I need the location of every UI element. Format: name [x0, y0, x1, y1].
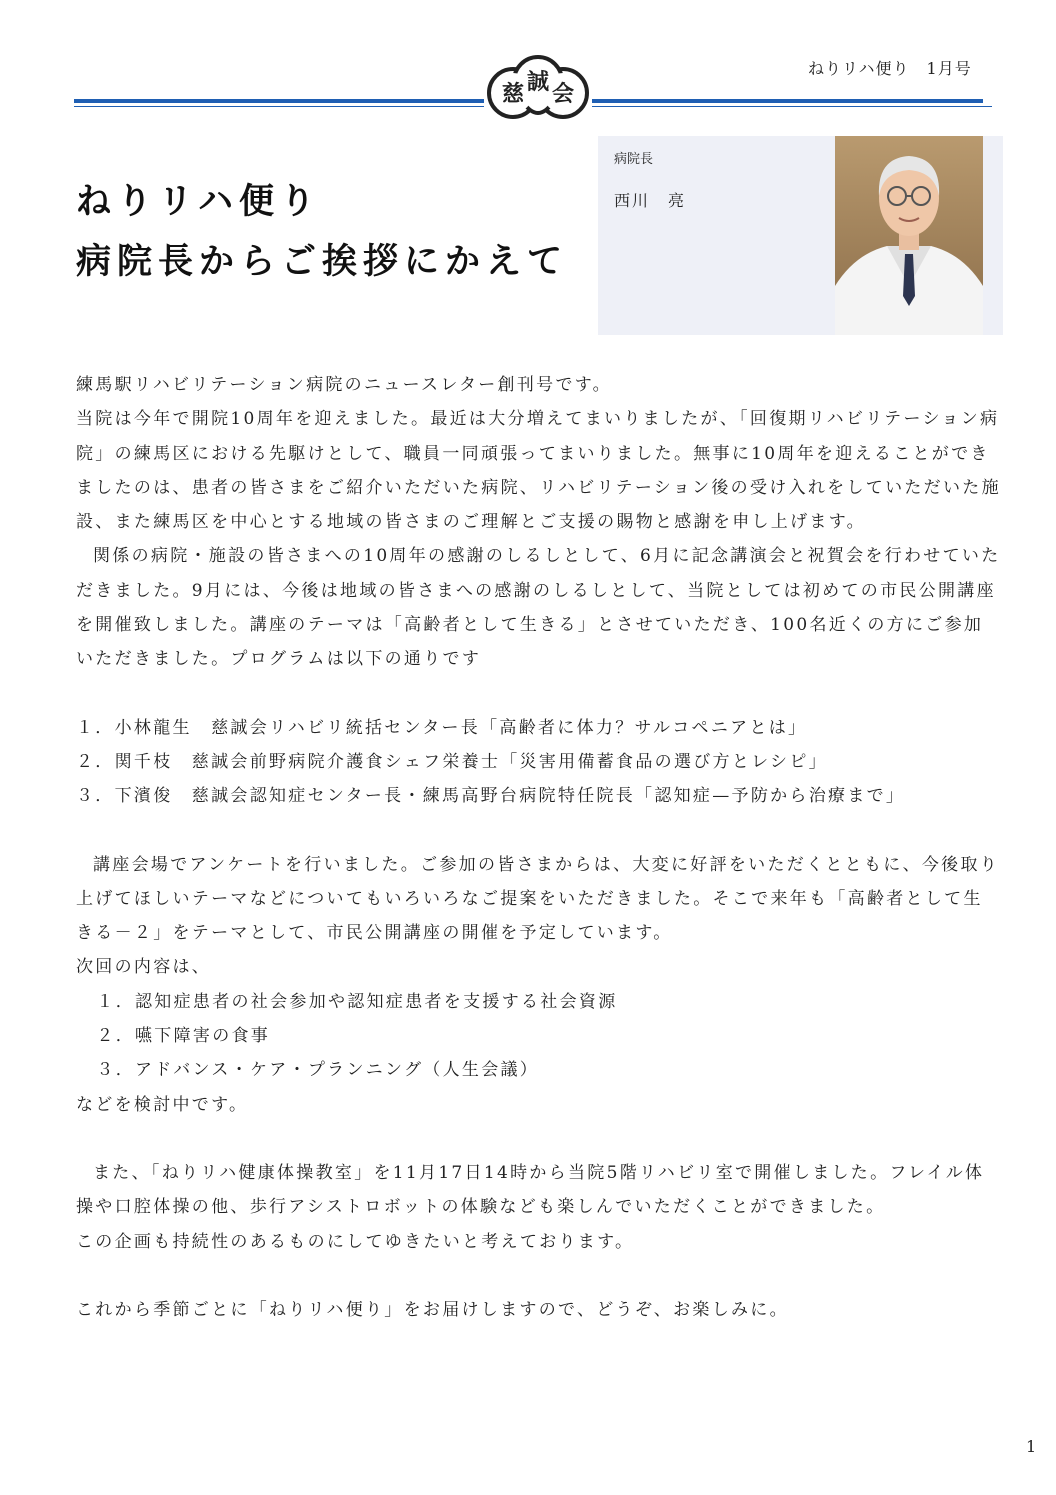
paragraph-continuity: この企画も持続性のあるものにしてゆきたいと考えております。: [76, 1231, 635, 1252]
next-item: ３．アドバンス・ケア・プランニング（人生会議）: [96, 1060, 540, 1081]
svg-text:慈: 慈: [501, 81, 525, 107]
page-number: 1: [1026, 1437, 1037, 1456]
header-thin-rule-right: [592, 106, 992, 107]
paragraph-lecture: 関係の病院・施設の皆さまへの10周年の感謝のしるしとして、6月に記念講演会と祝賀会を行わせていただきました。9月には、今後は地域の皆さまへの感謝のしるしとして、当院としては初めての市民公開講座を開催致しました。講座のテーマは「高齢者として生きる」とさせていただき、100名近くの方にご参加いただきました。プログラムは以下の通りです: [76, 546, 1001, 670]
director-name: 西川 亮: [614, 191, 687, 210]
director-photo: [835, 136, 983, 335]
header-rule-right: [592, 99, 983, 103]
next-item: ２．嚥下障害の食事: [96, 1026, 271, 1047]
next-intro: 次回の内容は、: [76, 957, 212, 978]
svg-text:誠: 誠: [526, 69, 550, 95]
paragraph-closing: これから季節ごとに「ねりリハ便り」をお届けしますので、どうぞ、お楽しみに。: [76, 1299, 789, 1320]
letter-body: [76, 368, 1002, 1327]
next-item: １．認知症患者の社会参加や認知症患者を支援する社会資源: [96, 991, 618, 1012]
page-title: [76, 172, 568, 292]
paragraph-intro: 練馬駅リハビリテーション病院のニュースレター創刊号です。: [76, 375, 612, 395]
jiseikai-logo: [483, 55, 593, 125]
title-line-1: ねりリハ便り: [76, 181, 321, 222]
program-item: ３．下濱俊 慈誠会認知症センター長・練馬高野台病院特任院長「認知症—予防から治療まで」: [76, 786, 906, 807]
paragraph-survey: 講座会場でアンケートを行いました。ご参加の皆さまからは、大変に好評をいただくとともに、今後取り上げてほしいテーマなどについてもいろいろなご提案をいただきました。そこで来年も「高齢者として生きる－２」をテーマとして、市民公開講座の開催を予定しています。: [76, 854, 1000, 944]
svg-text:会: 会: [551, 81, 575, 107]
program-item: １．小林龍生 慈誠会リハビリ統括センター長「高齢者に体力？サルコペニアとは」: [76, 717, 808, 738]
header-thin-rule-left: [74, 106, 484, 107]
next-outro: などを検討中です。: [76, 1094, 249, 1115]
paragraph-anniversary: 当院は今年で開院10周年を迎えました。最近は大分増えてまいりましたが、「回復期リハビリテーション病院」の練馬区における先駆けとして、職員一同頑張ってまいりました。無事に10周年を迎えることができましたのは、患者の皆さまをご紹介いただいた病院、リハビリテーション後の受け入れをしていただいた施設、また練馬区を中心とする地域の皆さまのご理解とご支援の賜物と感謝を申し上げます。: [76, 409, 1001, 533]
header-rule-left: [74, 99, 484, 103]
director-profile-card: [598, 136, 1003, 335]
issue-label: ねりリハ便り 1月号: [808, 59, 972, 78]
paragraph-exercise: また、「ねりリハ健康体操教室」を11月17日14時から当院5階リハビリ室で開催しました。フレイル体操や口腔体操の他、歩行アシストロボットの体験なども楽しんでいただくことができました。: [76, 1162, 985, 1218]
program-item: ２．関千枝 慈誠会前野病院介護食シェフ栄養士「災害用備蓄食品の選び方とレシピ」: [76, 751, 828, 772]
title-line-2: 病院長からご挨拶にかえて: [76, 241, 569, 282]
director-role: 病院長: [614, 152, 654, 167]
